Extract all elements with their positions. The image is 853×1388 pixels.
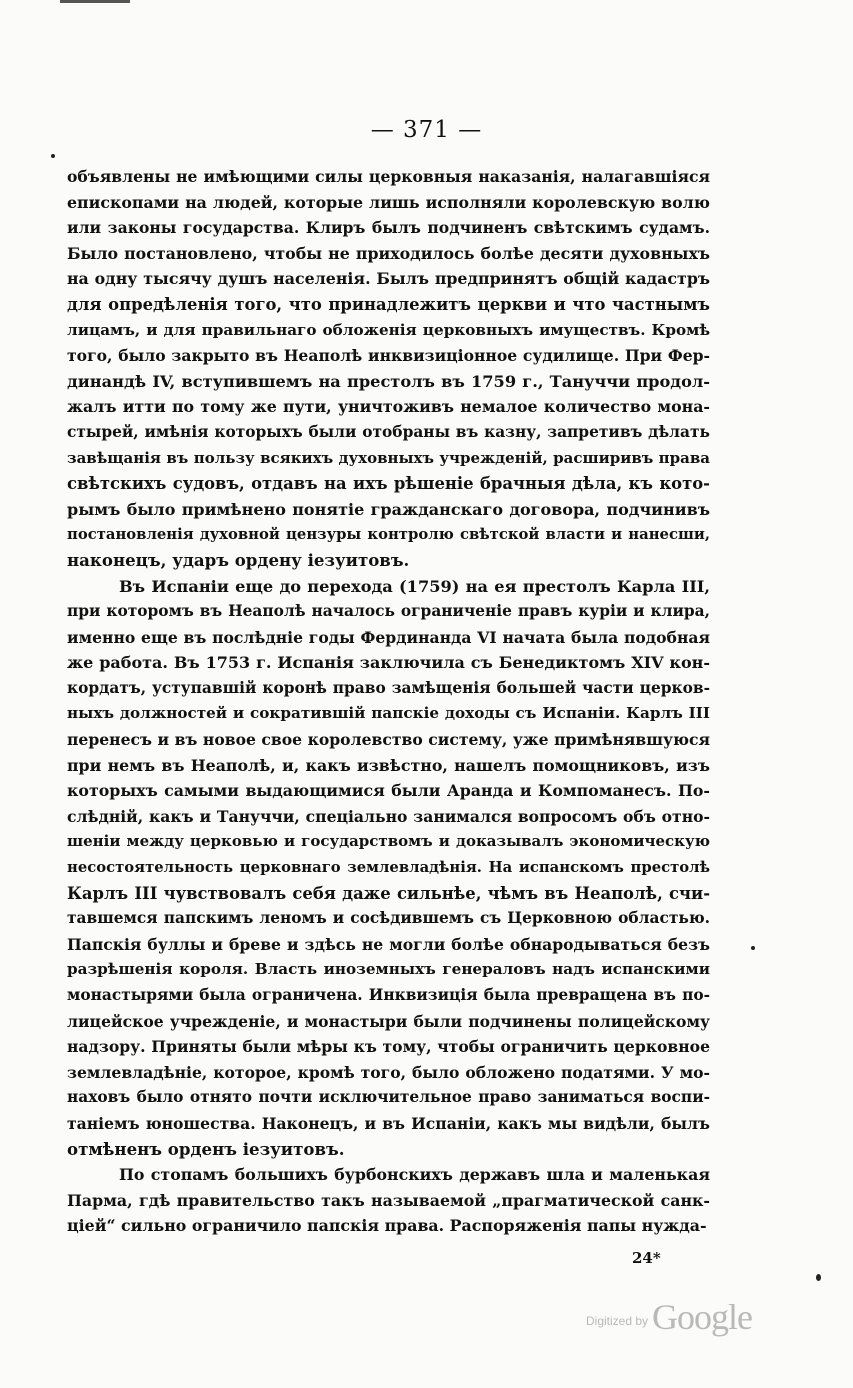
text-line: отмѣненъ орденъ іезуитовъ. bbox=[67, 1138, 345, 1159]
paragraph bbox=[67, 1162, 710, 1239]
text-line: объявлены не имѣющими силы церковныя наказанія, налагавшіяся bbox=[67, 167, 710, 186]
text-line: завѣщанія въ пользу всякихъ духовныхъ учрежденій, расширивъ права bbox=[67, 448, 710, 467]
ink-speck bbox=[60, 0, 130, 3]
signature-mark: 24* bbox=[632, 1249, 661, 1267]
ink-speck bbox=[51, 154, 55, 158]
text-line: таніемъ юношества. Наконецъ, и въ Испаніи, какъ мы видѣли, былъ bbox=[67, 1113, 710, 1133]
text-line: землевладѣніе, которое, кромѣ того, было обложено податями. У мо- bbox=[67, 1062, 710, 1082]
text-line: при немъ въ Неаполѣ, и, какъ извѣстно, нашелъ помощниковъ, изъ bbox=[67, 755, 710, 775]
text-line: монастырями была ограничена. Инквизиція была превращена въ по- bbox=[67, 986, 710, 1004]
text-line: для опредѣленія того, что принадлежитъ церкви и что частнымъ bbox=[67, 294, 710, 314]
paragraph bbox=[67, 164, 710, 574]
text-line: постановленія духовной цензуры контролю свѣтской власти и нанесши, bbox=[67, 526, 710, 544]
text-line: рымъ было примѣнено понятіе гражданскаго договора, подчинивъ bbox=[67, 499, 710, 519]
text-line: несостоятельность церковнаго землевладѣнія. На испанскомъ престолѣ bbox=[67, 859, 710, 877]
text-line: Было постановлено, чтобы не приходилось болѣе десяти духовныхъ bbox=[67, 243, 710, 263]
text-line: Въ Испаніи еще до перехода (1759) на ея престолъ Карла III, bbox=[119, 576, 710, 596]
text-line: надзору. Приняты были мѣры къ тому, чтобы ограничить церковное bbox=[67, 1037, 710, 1057]
text-line: кордатъ, уступавшій коронѣ право замѣщенія большей части церков- bbox=[67, 678, 710, 697]
text-line: Парма, гдѣ правительство такъ называемой „прагматической санк- bbox=[67, 1190, 710, 1210]
text-line: разрѣшенія короля. Власть иноземныхъ генераловъ надъ испанскими bbox=[67, 960, 710, 979]
watermark-brand: Google bbox=[652, 1297, 753, 1337]
text-line: динандѣ IV, вступившемъ на престолъ въ 1759 г., Тануччи продол- bbox=[67, 371, 710, 391]
text-line: же работа. Въ 1753 г. Испанія заключила съ Бенедиктомъ XIV кон- bbox=[67, 653, 710, 673]
paragraph bbox=[67, 574, 710, 1163]
text-line: Карлъ III чувствовалъ себя даже сильнѣе, чѣмъ въ Неаполѣ, счи- bbox=[67, 883, 710, 903]
page-number: — 371 — bbox=[370, 117, 483, 143]
text-line: Папскія буллы и бреве и здѣсь не могли болѣе обнародываться безъ bbox=[67, 934, 710, 954]
text-line: епископами на людей, которые лишь исполняли королевскую волю bbox=[67, 192, 710, 212]
ink-speck bbox=[751, 946, 755, 950]
text-line: которыхъ самыми выдающимися были Аранда и Компоманесъ. По- bbox=[67, 781, 710, 801]
text-line: или законы государства. Клиръ былъ подчиненъ свѣтскимъ судамъ. bbox=[67, 218, 710, 238]
text-line: жалъ итти по тому же пути, уничтоживъ немалое количество мона- bbox=[67, 397, 710, 417]
text-line: По стопамъ большихъ бурбонскихъ державъ шла и маленькая bbox=[119, 1165, 710, 1185]
text-line: наховъ было отнято почти исключительное право заниматься воспи- bbox=[67, 1088, 710, 1107]
watermark-prefix: Digitized by bbox=[586, 1314, 649, 1328]
text-line: того, было закрыто въ Неаполѣ инквизиціонное судилище. При Фер- bbox=[67, 346, 710, 366]
text-line: шеніи между церковью и государствомъ и доказывалъ экономическую bbox=[67, 832, 710, 851]
digitized-by-google-watermark bbox=[586, 1296, 752, 1338]
text-line: ныхъ должностей и сократившій папскіе доходы съ Испаніи. Карлъ III bbox=[67, 704, 710, 723]
text-line: лицамъ, и для правильнаго обложенія церковныхъ имуществъ. Кромѣ bbox=[67, 320, 710, 339]
text-line: на одну тысячу душъ населенія. Былъ предпринятъ общій кадастръ bbox=[67, 269, 710, 289]
text-line: свѣтскихъ судовъ, отдавъ на ихъ рѣшеніе брачныя дѣла, къ кото- bbox=[67, 474, 710, 494]
text-line: лицейское учрежденіе, и монастыри были подчинены полицейскому bbox=[67, 1011, 710, 1031]
text-line: при которомъ въ Неаполѣ началось ограниченіе правъ куріи и клира, bbox=[67, 602, 710, 621]
text-line: тавшемся папскимъ леномъ и сосѣдившемъ съ Церковною областью. bbox=[67, 909, 710, 928]
ink-speck bbox=[816, 1274, 821, 1281]
text-line: ціей“ сильно ограничило папскія права. Распоряженія папы нужда- bbox=[67, 1216, 707, 1236]
text-line: именно еще въ послѣдніе годы Фердинанда VI начата была подобная bbox=[67, 627, 710, 647]
text-line: наконецъ, ударъ ордену іезуитовъ. bbox=[67, 549, 410, 570]
text-line: стырей, имѣнія которыхъ были отобраны въ казну, запретивъ дѣлать bbox=[67, 422, 710, 441]
text-line: перенесъ и въ новое свое королевство систему, уже примѣнявшуюся bbox=[67, 730, 710, 750]
text-line: слѣдній, какъ и Тануччи, спеціально занимался вопросомъ объ отно- bbox=[67, 806, 710, 826]
text-body bbox=[67, 164, 710, 1239]
